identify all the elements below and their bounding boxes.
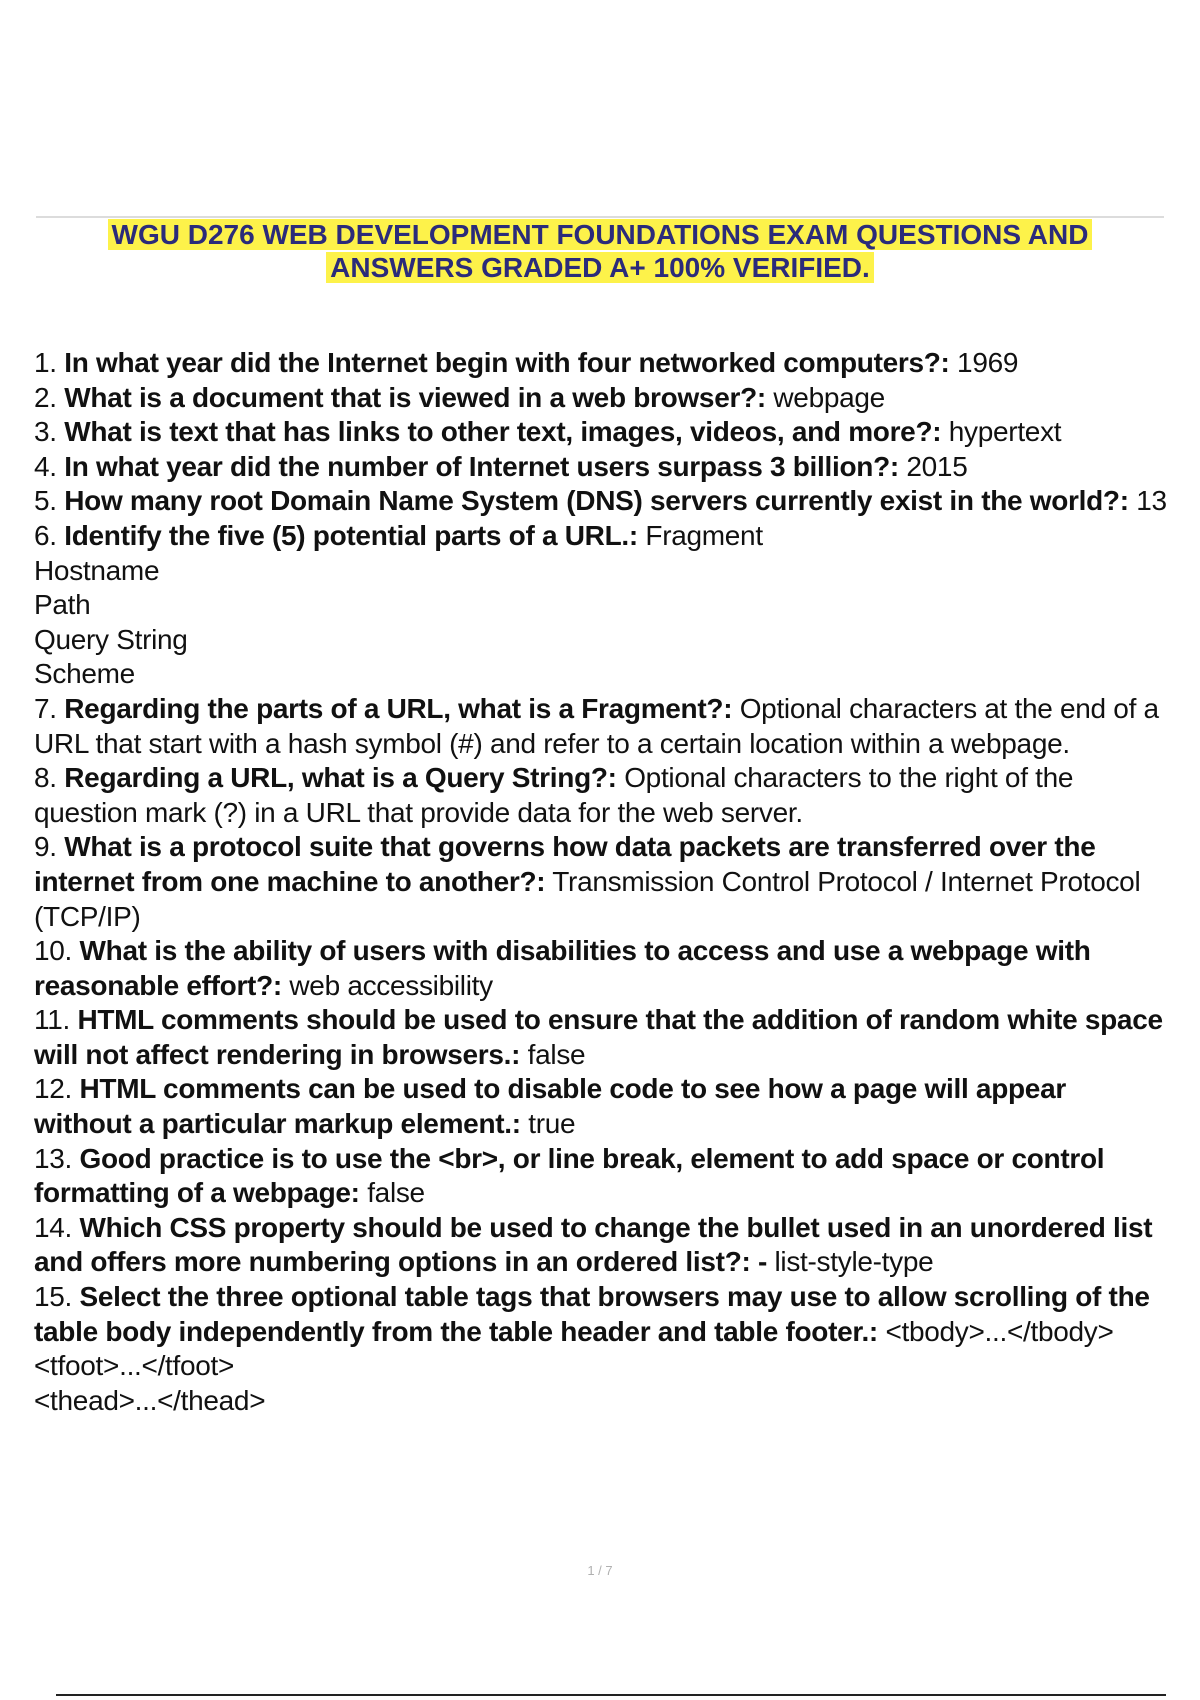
question-item — [34, 1142, 1170, 1211]
answer-text: <tbody>...</tbody> — [885, 1315, 1114, 1347]
question-text: Select the three optional table tags that browsers may use to allow scrolling of the table body independently from the table header and table footer.: — [34, 1281, 1150, 1347]
answer-text: Fragment — [645, 519, 763, 551]
question-text: Regarding the parts of a URL, what is a Fragment?: — [64, 692, 733, 724]
question-number: 9. — [34, 831, 57, 863]
answer-text: 2015 — [906, 450, 968, 482]
question-item — [34, 450, 1170, 485]
question-text: Identify the five (5) potential parts of a URL.: — [64, 519, 638, 551]
question-item — [34, 1072, 1170, 1141]
question-text: HTML comments should be used to ensure that the addition of random white space will not affect rendering in browsers.: — [34, 1004, 1163, 1070]
answer-text: Optional characters at the end of a URL that start with a hash symbol (#) and refer to a certain location within a webpage. — [34, 692, 1159, 759]
answer-text: webpage — [773, 381, 885, 413]
footer-divider — [56, 1694, 1166, 1696]
answer-text: Transmission Control Protocol / Internet Protocol (TCP/IP) — [34, 865, 1141, 932]
question-item — [34, 761, 1170, 830]
document-title-text: WGU D276 WEB DEVELOPMENT FOUNDATIONS EXAM QUESTIONS AND ANSWERS GRADED A+ 100% VERIFIED. — [108, 219, 1093, 283]
question-number: 6. — [34, 519, 57, 551]
question-number: 2. — [34, 381, 57, 413]
answer-text: hypertext — [948, 416, 1062, 448]
answer-text: list-style-type — [774, 1246, 934, 1278]
answer-text: false — [367, 1177, 425, 1209]
answer-line: Path — [34, 589, 91, 621]
question-number: 12. — [34, 1073, 73, 1105]
question-item — [34, 519, 1170, 692]
page-number: 1 / 7 — [587, 1563, 613, 1578]
question-item — [34, 830, 1170, 934]
document-title — [36, 218, 1164, 284]
answer-line: <tfoot>...</tfoot> — [34, 1350, 235, 1382]
question-item — [34, 1280, 1170, 1418]
answer-line: Query String — [34, 623, 188, 655]
question-number: 10. — [34, 935, 73, 967]
question-number: 5. — [34, 485, 57, 517]
question-text: HTML comments can be used to disable code to see how a page will appear without a particular markup element.: — [34, 1073, 1066, 1140]
answer-text: false — [527, 1038, 586, 1070]
question-text: What is a protocol suite that governs how data packets are transferred over the internet from one machine to another?: — [34, 831, 1096, 897]
answer-text: 1969 — [957, 347, 1019, 378]
answer-text: 13 — [1136, 485, 1167, 517]
question-item — [34, 934, 1170, 1003]
question-number: 4. — [34, 450, 57, 482]
question-text: Which CSS property should be used to change the bullet used in an unordered list and offers more numbering options in an ordered list?: - — [34, 1211, 1153, 1278]
question-item — [34, 346, 1170, 381]
question-text: Good practice is to use the <br>, or line break, element to add space or control formatting of a webpage: — [34, 1142, 1105, 1209]
question-number: 7. — [34, 692, 57, 724]
question-item — [34, 1003, 1170, 1072]
question-list — [34, 346, 1170, 1418]
answer-line: Scheme — [34, 658, 135, 690]
question-number: 13. — [34, 1142, 73, 1174]
question-number: 15. — [34, 1281, 73, 1313]
answer-text: Optional characters to the right of the question mark (?) in a URL that provide data for the web server. — [34, 762, 1074, 828]
question-text: In what year did the number of Internet users surpass 3 billion?: — [64, 450, 899, 482]
question-item — [34, 484, 1170, 519]
question-text: How many root Domain Name System (DNS) servers currently exist in the world?: — [64, 485, 1129, 517]
question-number: 11. — [34, 1004, 70, 1036]
question-text: What is a document that is viewed in a web browser?: — [64, 381, 766, 413]
answer-text: true — [528, 1108, 576, 1140]
question-item — [34, 381, 1170, 416]
question-text: What is the ability of users with disabilities to access and use a webpage with reasonable effort?: — [34, 935, 1091, 1001]
question-item — [34, 692, 1170, 761]
question-text: What is text that has links to other text, images, videos, and more?: — [64, 416, 942, 448]
question-number: 1. — [34, 347, 57, 378]
answer-text: web accessibility — [289, 969, 493, 1001]
question-number: 8. — [34, 762, 57, 794]
question-text: Regarding a URL, what is a Query String?: — [64, 762, 617, 794]
question-number: 14. — [34, 1211, 73, 1243]
question-item — [34, 1211, 1170, 1280]
answer-line: <thead>...</thead> — [34, 1384, 266, 1416]
question-text: In what year did the Internet begin with four networked computers?: — [64, 347, 950, 378]
answer-line: Hostname — [34, 554, 160, 586]
question-item — [34, 415, 1170, 450]
question-number: 3. — [34, 416, 57, 448]
